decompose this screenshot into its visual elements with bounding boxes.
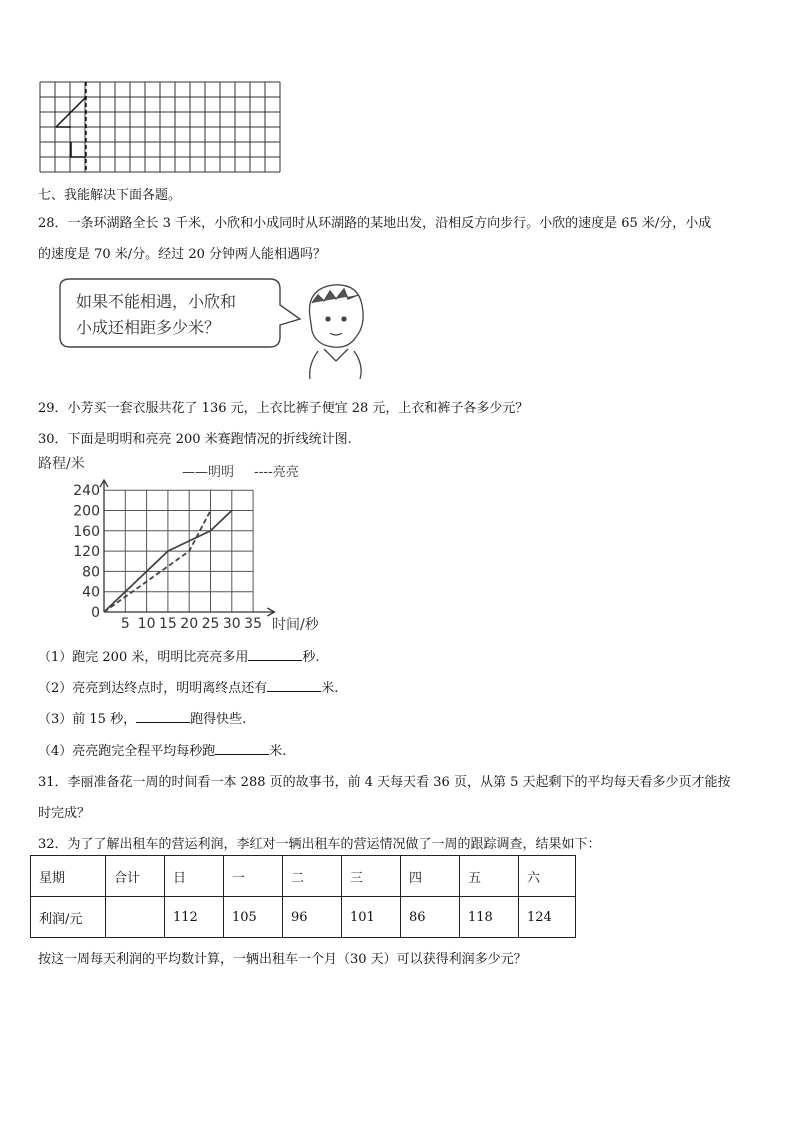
q28-line1: 28．一条环湖路全长 3 千米，小欣和小成同时从环湖路的某地出发，沿相反方向步行。小欣的速度是 65 米/分，小成 <box>38 216 712 231</box>
q31-line2: 时完成？ <box>38 806 91 821</box>
table-cell: 六 <box>519 856 576 897</box>
chart-y-tick-label: 120 <box>73 544 100 561</box>
table-cell: 四 <box>401 856 460 897</box>
table-cell: 105 <box>224 897 283 938</box>
chart-y-tick-label: 80 <box>82 564 100 581</box>
table-cell: 利润/元 <box>31 897 106 938</box>
answer-blank-3[interactable] <box>136 711 190 723</box>
table-cell: 118 <box>460 897 519 938</box>
table-cell: 96 <box>283 897 342 938</box>
table-cell: 二 <box>283 856 342 897</box>
table-cell: 日 <box>165 856 224 897</box>
line-chart <box>34 452 344 638</box>
q30-sub1: （1）跑完 200 米，明明比亮亮多用 秒. <box>38 650 320 665</box>
chart-x-tick-label: 10 <box>137 616 156 632</box>
chart-x-tick-label: 20 <box>180 616 199 632</box>
grid-shape-lower <box>71 142 86 157</box>
answer-blank-1[interactable] <box>248 649 302 661</box>
section-heading: 七、我能解决下面各题。 <box>38 188 182 203</box>
chart-x-tick-label: 25 <box>201 616 220 632</box>
boy-figure <box>309 285 363 379</box>
table-cell: 五 <box>460 856 519 897</box>
chart-y-tick-label: 200 <box>73 503 100 520</box>
bubble-text-line2: 小成还相距多少米？ <box>76 318 221 337</box>
q30-sub3: （3）前 15 秒， 跑得快些. <box>38 712 247 727</box>
table-row <box>31 897 576 938</box>
speech-bubble-illustration <box>48 275 378 385</box>
chart-xlabel: 时间/秒 <box>272 617 319 633</box>
table-cell: 101 <box>342 897 401 938</box>
grid-figure <box>38 80 286 176</box>
table-cell: 三 <box>342 856 401 897</box>
table-cell: 86 <box>401 897 460 938</box>
table-cell: 112 <box>165 897 224 938</box>
chart-x-tick-label: 15 <box>158 616 177 632</box>
profit-table <box>30 855 576 938</box>
chart-y-tick-label: 0 <box>91 605 100 621</box>
chart-ylabel: 路程/米 <box>38 456 85 472</box>
q30-sub2: （2）亮亮到达终点时，明明离终点还有 米. <box>38 681 339 696</box>
answer-blank-2[interactable] <box>267 680 321 692</box>
chart-x-tick-label: 35 <box>244 616 263 632</box>
chart-y-tick-label: 40 <box>82 584 100 601</box>
table-header-row <box>31 856 576 897</box>
q28-line2: 的速度是 70 米/分。经过 20 分钟两人能相遇吗？ <box>38 247 326 262</box>
q32-intro: 32．为了了解出租车的营运利润，李红对一辆出租车的营运情况做了一周的跟踪调查，结果如下： <box>38 837 601 852</box>
answer-blank-4[interactable] <box>215 743 269 755</box>
chart-x-tick-label: 5 <box>120 616 130 632</box>
q32-question: 按这一周每天利润的平均数计算，一辆出租车一个月（30 天）可以获得利润多少元？ <box>38 952 527 967</box>
table-cell-total[interactable] <box>106 897 165 938</box>
chart-y-tick-label: 240 <box>73 483 100 500</box>
q31-line1: 31．李丽准备花一周的时间看一本 288 页的故事书，前 4 天每天看 36 页，从第 5 天起剩下的平均每天看多少页才能按 <box>38 775 731 790</box>
table-cell: 124 <box>519 897 576 938</box>
q29-text: 29．小芳买一套衣服共花了 136 元，上衣比裤子便宜 28 元，上衣和裤子各多少元？ <box>38 401 529 416</box>
bubble-text-line1: 如果不能相遇，小欣和 <box>76 292 237 311</box>
chart-x-tick-label: 30 <box>222 616 241 632</box>
legend-mingming: ——明明 <box>182 465 235 480</box>
chart-y-tick-label: 160 <box>73 523 100 540</box>
table-cell: 一 <box>224 856 283 897</box>
table-cell: 合计 <box>106 856 165 897</box>
q30-intro: 30．下面是明明和亮亮 200 米赛跑情况的折线统计图. <box>38 432 352 447</box>
q30-sub4: （4）亮亮跑完全程平均每秒跑 米. <box>38 744 287 759</box>
legend-liangliang: ----亮亮 <box>254 465 299 480</box>
table-cell: 星期 <box>31 856 106 897</box>
